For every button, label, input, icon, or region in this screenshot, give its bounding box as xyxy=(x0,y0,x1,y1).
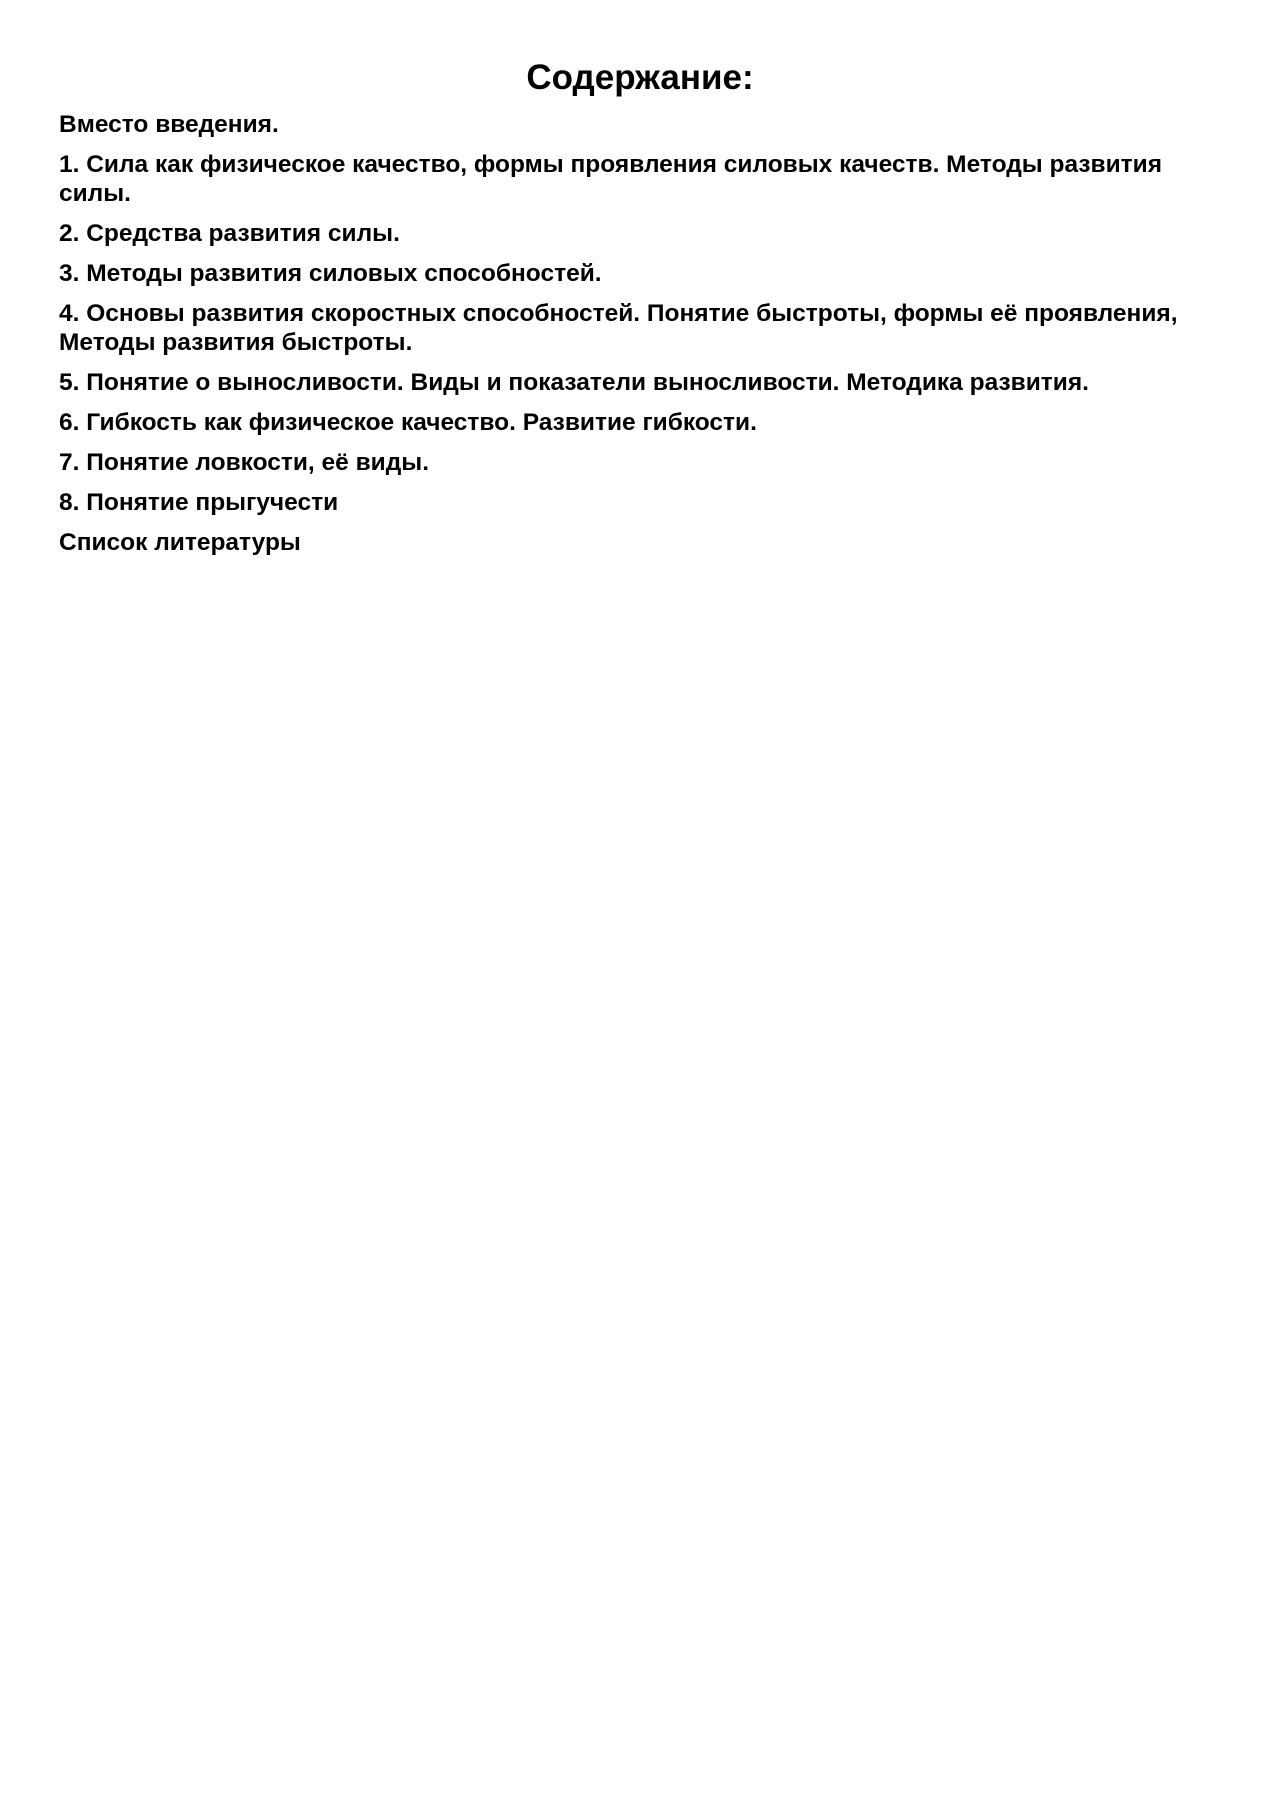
toc-item-introduction: Вместо введения. xyxy=(59,111,279,138)
toc-item-2: 2. Средства развития силы. xyxy=(59,220,400,247)
toc-item-6: 6. Гибкость как физическое качество. Развитие гибкости. xyxy=(59,409,757,436)
page-title: Содержание: xyxy=(526,58,754,97)
toc-item-3: 3. Методы развития силовых способностей. xyxy=(59,260,602,287)
toc-item-8: 8. Понятие прыгучести xyxy=(59,489,339,516)
toc-item-1: 1. Сила как физическое качество, формы проявления силовых качеств. Методы развития силы. xyxy=(59,151,1163,207)
toc-item-7: 7. Понятие ловкости, её виды. xyxy=(59,449,430,476)
table-of-contents xyxy=(59,110,1189,568)
toc-item-4: 4. Основы развития скоростных способностей. Понятие быстроты, формы её проявления, Методы развития быстроты. xyxy=(59,300,1178,356)
toc-item-5: 5. Понятие о выносливости. Виды и показатели выносливости. Методика развития. xyxy=(59,369,1089,396)
toc-item-references: Список литературы xyxy=(59,529,301,556)
